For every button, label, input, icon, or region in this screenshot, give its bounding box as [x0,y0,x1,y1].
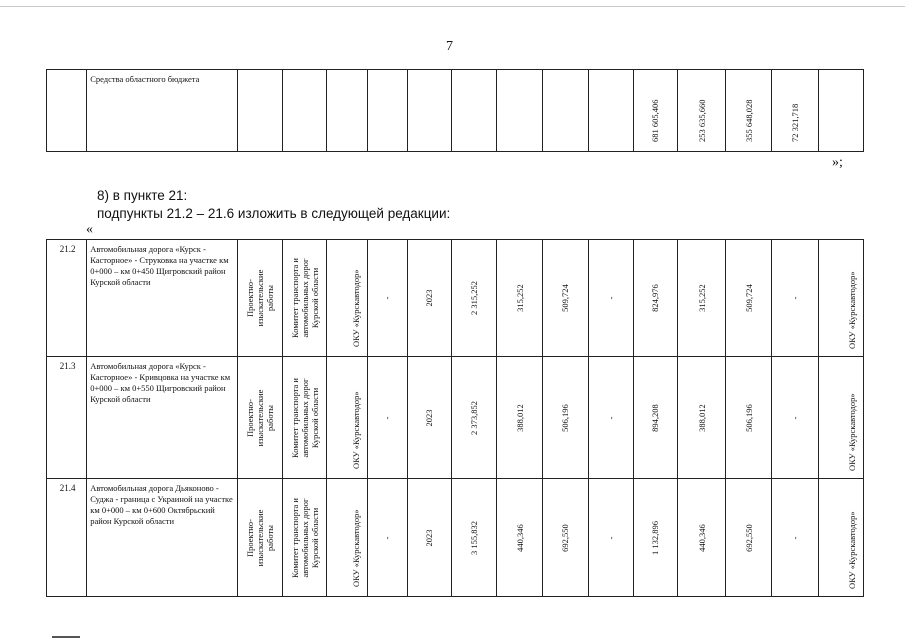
paragraph-line-2: подпункты 21.2 – 21.6 изложить в следующей редакции: [97,206,451,221]
row-index: 21.4 [59,483,76,493]
value-1-cell [497,357,543,479]
sum-cell [633,479,677,597]
dash-cell [772,240,818,357]
dash-cell [588,479,633,597]
road-description: Автомобильная дорога «Курск - Касторное» - Струковка на участке км 0+000 – км 0+450 Щигровский район Курской области [90,244,229,287]
total-cell [451,240,496,357]
top-value-cell [772,70,818,152]
roads-table [46,239,864,597]
dash-cell [367,479,407,597]
work-type: Проектно- изыскательские работы [245,389,276,446]
sum-2-cell [726,479,772,597]
total-value: 2 373,852 [469,400,480,435]
executor: ОКУ «Курскавтодор» [351,391,362,469]
sum-cell [633,357,677,479]
value-1-cell [497,479,543,597]
sum-2-cell [726,357,772,479]
dash-cell [772,357,818,479]
value-1: 440,346 [514,523,525,552]
dash-cell [367,357,407,479]
responsible: ОКУ «Курскавтодор» [846,511,857,589]
sum-1-cell [678,357,726,479]
opening-quote-mark: « [86,222,93,237]
executor-cell [327,240,367,357]
year-cell [407,479,451,597]
total-cell [451,479,496,597]
sum-value: 824,976 [650,284,661,312]
work-type: Проектно- изыскательские работы [245,509,276,566]
dash-cell [588,357,633,479]
dash-value: - [790,416,801,419]
dash-cell [772,479,818,597]
top-description-cell [87,70,238,152]
description-cell [87,240,238,357]
responsible: ОКУ «Курскавтодор» [846,393,857,471]
dash-value: - [382,416,393,419]
sum-2-cell [726,240,772,357]
value-1: 315,252 [514,284,525,312]
customer-cell [283,357,327,479]
responsible-cell [818,479,863,597]
sum-1-cell [678,240,726,357]
year-value: 2023 [424,529,435,546]
value-2: 692,550 [560,523,571,552]
dash-value: - [382,536,393,539]
top-value-cell [633,70,677,152]
sum-value-1: 315,252 [696,284,707,312]
dash-value: - [605,536,616,539]
budget-value: 253 635,660 [696,99,707,142]
index-cell [47,240,87,357]
road-description: Автомобильная дорога «Курск - Касторное» - Кривцовка на участке км 0+000 – км 0+550 Щигровский район Курской области [90,361,231,404]
row-index: 21.3 [59,361,76,371]
dash-value: - [605,416,616,419]
budget-source-label: Средства областного бюджета [90,74,200,84]
table-row [47,240,864,357]
customer-cell [283,240,327,357]
executor-cell [327,479,367,597]
value-2: 509,724 [560,284,571,312]
dash-cell [367,240,407,357]
footer-mark [52,636,80,638]
table-row [47,357,864,479]
sum-value-1: 388,012 [696,403,707,432]
top-value-cell [678,70,726,152]
customer: Комитет транспорта и автомобильных дорог Курской области [289,377,320,458]
work-type-cell [237,479,282,597]
value-2-cell [543,479,588,597]
road-description: Автомобильная дорога Дьяконово - Суджа - граница с Украиной на участке км 0+000 – км 0+600 Октябрьский район Курской области [90,483,233,526]
index-cell [47,357,87,479]
top-budget-table [46,69,864,152]
budget-value: 72 321,718 [790,103,801,142]
year-value: 2023 [424,289,435,307]
executor: ОКУ «Курскавтодор» [351,269,362,347]
paragraph-line-1: 8) в пункте 21: [97,188,188,203]
sum-value: 894,208 [650,403,661,432]
value-2-cell [543,357,588,479]
scan-edge-line [0,6,905,7]
sum-cell [633,240,677,357]
total-cell [451,357,496,479]
year-cell [407,240,451,357]
executor-cell [327,357,367,479]
value-1-cell [497,240,543,357]
top-value-cell [726,70,772,152]
dash-value: - [790,296,801,300]
year-value: 2023 [424,409,435,426]
total-value: 2 315,252 [469,281,480,315]
description-cell [87,479,238,597]
sum-1-cell [678,479,726,597]
responsible-cell [818,240,863,357]
page-number: 7 [446,39,453,54]
year-cell [407,357,451,479]
value-1: 388,012 [514,403,525,432]
closing-quote-mark: »; [832,155,843,170]
responsible-cell [818,357,863,479]
description-cell [87,357,238,479]
sum-value: 1 132,896 [650,520,661,555]
table-row [47,479,864,597]
budget-value: 355 648,028 [743,99,754,142]
dash-value: - [382,296,393,300]
work-type-cell [237,357,282,479]
value-2: 506,196 [560,403,571,432]
dash-value: - [605,296,616,300]
dash-cell [588,240,633,357]
customer: Комитет транспорта и автомобильных дорог Курской области [289,258,320,338]
responsible: ОКУ «Курскавтодор» [846,271,857,349]
index-cell [47,479,87,597]
work-type-cell [237,240,282,357]
dash-value: - [790,536,801,539]
value-2-cell [543,240,588,357]
sum-value-2: 506,196 [743,403,754,432]
sum-value-2: 692,550 [743,523,754,552]
budget-value: 681 605,406 [650,99,661,142]
sum-value-2: 509,724 [743,284,754,312]
sum-value-1: 440,346 [696,523,707,552]
row-index: 21.2 [59,244,76,254]
work-type: Проектно- изыскательские работы [245,269,276,327]
executor: ОКУ «Курскавтодор» [351,509,362,587]
total-value: 3 155,832 [469,520,480,555]
customer: Комитет транспорта и автомобильных дорог Курской области [289,497,320,578]
top-empty-cell [47,70,87,152]
customer-cell [283,479,327,597]
